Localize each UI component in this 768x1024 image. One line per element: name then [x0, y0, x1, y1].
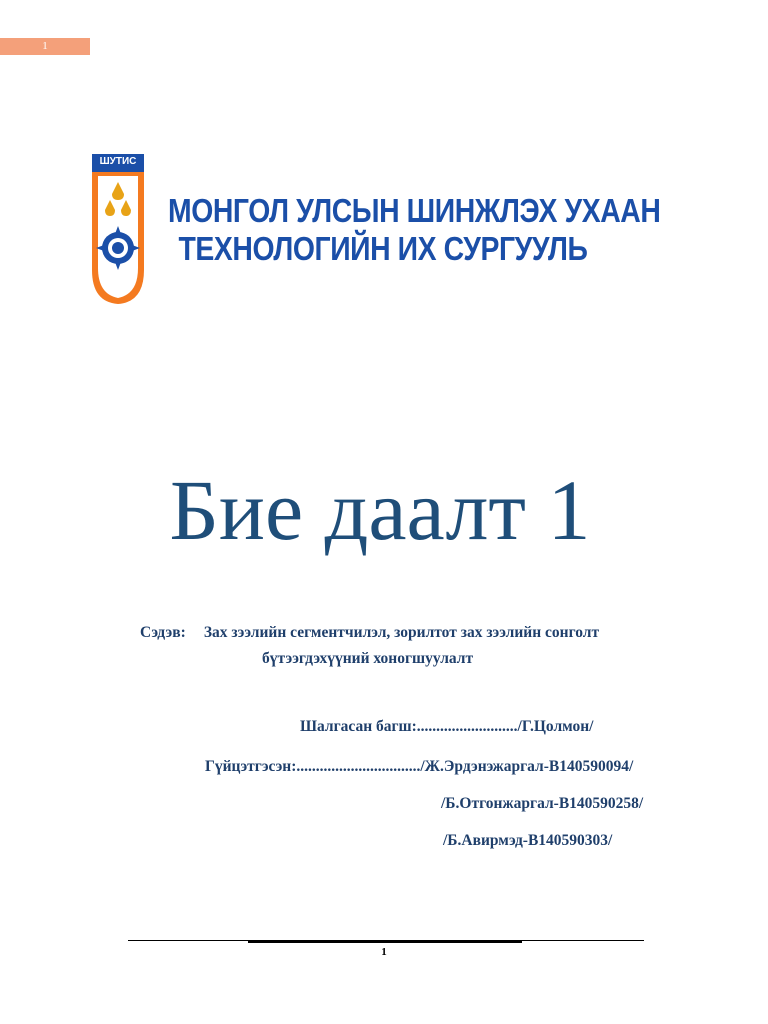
student-line-1: /Б.Отгонжаргал-B140590258/	[441, 795, 644, 812]
logo-text: ШУТИС	[99, 156, 137, 167]
page-number: 1	[381, 946, 387, 958]
student-line-2: /Б.Авирмэд-B140590303/	[443, 832, 613, 849]
checked-by-line: Шалгасан багш:........................../Г.Цолмон/	[300, 718, 594, 735]
footer-rule-thick	[248, 941, 522, 943]
page-marker-tab: 1	[0, 38, 90, 55]
topic-text: Зах зээлийн сегментчилэл, зорилтот зах зээлийн сонголт	[203, 624, 600, 641]
done-by-line: Гүйцэтгэсэн:................................/Ж.Эрдэнэжаргал-B140590094/	[205, 758, 634, 775]
university-name-line1: МОНГОЛ УЛСЫН ШИНЖЛЭХ УХААН	[168, 192, 661, 229]
document-title: Бие даалт 1	[169, 462, 591, 558]
university-logo	[90, 152, 146, 306]
university-name	[168, 192, 661, 268]
topic-line1	[140, 624, 599, 642]
topic-label: Сэдэв:	[140, 624, 186, 641]
university-name-line2: ТЕХНОЛОГИЙН ИХ СУРГУУЛЬ	[178, 230, 588, 267]
topic-line2: бүтээгдэхүүний хоногшуулалт	[262, 650, 474, 667]
shield-logo-icon	[90, 152, 146, 306]
